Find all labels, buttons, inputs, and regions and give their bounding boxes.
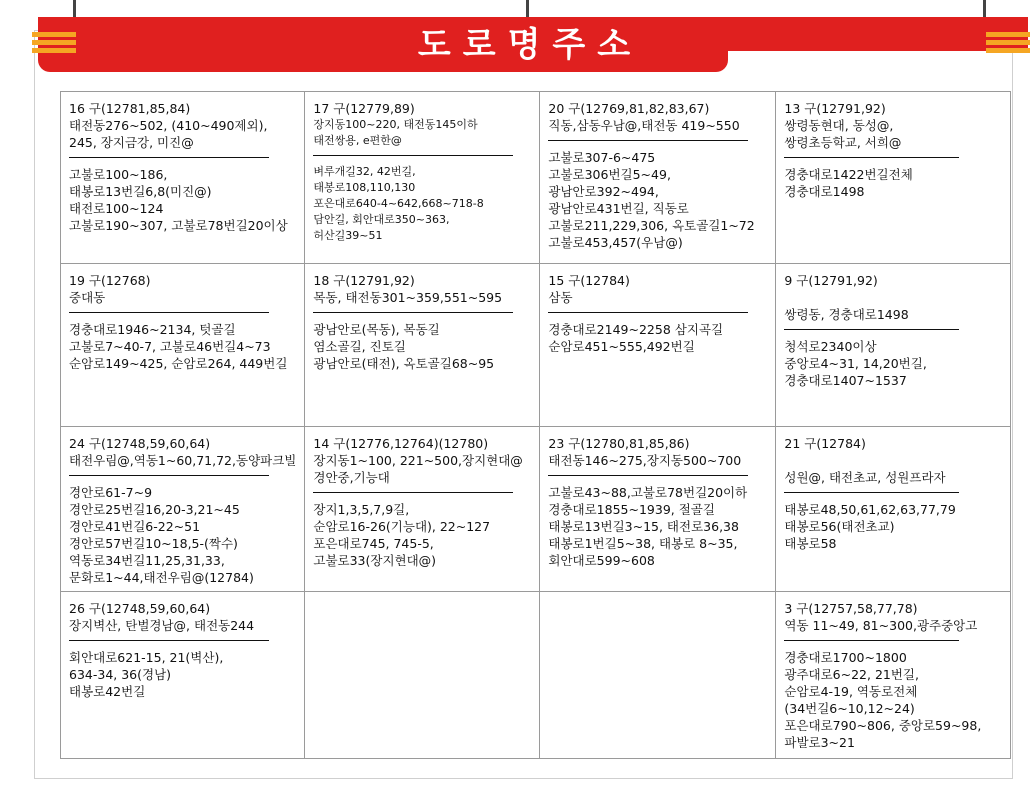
pin (983, 0, 986, 18)
road-address-line: 태봉로58 (784, 536, 837, 551)
road-address-line: 광남안로392~494, (548, 184, 659, 199)
road-address-line: 경충대로1700~1800 (784, 650, 907, 665)
district-area: 장지동100~220, 태전동145이하 (313, 118, 478, 131)
divider (548, 475, 748, 476)
road-address-line: 중앙로4~31, 14,20번길, (784, 356, 927, 371)
district-title: 24 구(12748,59,60,64) (69, 436, 211, 451)
road-address-line: 회안대로599~608 (548, 553, 655, 568)
district-title: 19 구(12768) (69, 273, 151, 288)
address-table (60, 91, 1011, 759)
district-cell (61, 427, 305, 592)
district-area: 성원@, 태전초교, 성원프라자 (784, 470, 946, 485)
pin (73, 0, 76, 18)
district-cell (776, 92, 1011, 264)
district-cell (540, 592, 776, 759)
divider (313, 155, 513, 156)
district-cell (776, 592, 1011, 759)
district-area: 경안중,기능대 (313, 470, 390, 485)
district-title: 18 구(12791,92) (313, 273, 415, 288)
district-area: 삼동 (548, 290, 573, 305)
district-area: 쌍령초등학교, 서희@ (784, 135, 902, 150)
district-cell (776, 427, 1011, 592)
district-area: 목동, 태전동301~359,551~595 (313, 290, 503, 305)
district-cell (305, 427, 540, 592)
district-cell (540, 92, 776, 264)
road-address-line: 경안로61-7~9 (69, 485, 153, 500)
divider (784, 640, 959, 641)
road-address-line: 경충대로1855~1939, 절골길 (548, 502, 715, 517)
road-address-line: 파발로3~21 (784, 735, 855, 750)
road-address-line: 경충대로1946~2134, 텃골길 (69, 322, 236, 337)
road-address-line: 고불로190~307, 고불로78번길20이상 (69, 218, 288, 233)
district-area: 역동 11~49, 81~300,광주중앙고 (784, 618, 978, 633)
title-banner-strip (728, 17, 1028, 51)
road-address-line: 순암로4-19, 역동로전체 (784, 684, 918, 699)
road-address-line: 장지1,3,5,7,9길, (313, 502, 410, 517)
road-address-line: 고불로453,457(우남@) (548, 235, 683, 250)
road-address-line: 포은대로745, 745-5, (313, 536, 434, 551)
road-address-line: (34번길6~10,12~24) (784, 701, 915, 716)
road-address-line: 회안대로621-15, 21(벽산), (69, 650, 224, 665)
road-address-line: 광남안로(목동), 목동길 (313, 322, 440, 337)
road-address-line: 고불로7~40-7, 고불로46번길4~73 (69, 339, 271, 354)
road-address-line: 경충대로1498 (784, 184, 865, 199)
road-address-line: 경안로41번길6-22~51 (69, 519, 201, 534)
road-address-line: 순암로16-26(기능대), 22~127 (313, 519, 491, 534)
district-area (784, 452, 1002, 469)
district-area: 장지동1~100, 221~500,장지현대@ (313, 453, 523, 468)
district-area: 태전쌍용, e편한@ (313, 134, 402, 147)
road-address-line: 순암로451~555,492번길 (548, 339, 695, 354)
district-title: 3 구(12757,58,77,78) (784, 601, 918, 616)
road-address-line: 태봉로13번길3~15, 태전로36,38 (548, 519, 739, 534)
district-title: 13 구(12791,92) (784, 101, 886, 116)
road-address-line: 청석로2340이상 (784, 339, 877, 354)
divider (784, 157, 959, 158)
divider (313, 312, 513, 313)
road-address-line: 경충대로2149~2258 삼지곡길 (548, 322, 724, 337)
road-address-line: 역동로34번길11,25,31,33, (69, 553, 225, 568)
district-cell (540, 264, 776, 427)
road-address-line: 허산길39~51 (313, 229, 383, 242)
district-title: 17 구(12779,89) (313, 101, 415, 116)
road-address-line: 담안길, 회안대로350~363, (313, 213, 450, 226)
road-address-line: 경안로57번길10~18,5-(짝수) (69, 536, 238, 551)
road-address-line: 경충대로1407~1537 (784, 373, 907, 388)
road-address-line: 태봉로56(태전초교) (784, 519, 895, 534)
decorative-stripes-left (32, 32, 76, 54)
district-title: 9 구(12791,92) (784, 273, 878, 288)
road-address-line: 태봉로13번길6,8(미진@) (69, 184, 212, 199)
district-area: 직동,삼동우남@,태전동 419~550 (548, 118, 740, 133)
district-area: 장지벽산, 탄벌경남@, 태전동244 (69, 618, 255, 633)
district-cell (776, 264, 1011, 427)
district-cell (305, 92, 540, 264)
road-address-line: 광남안로(태전), 옥토골길68~95 (313, 356, 495, 371)
road-address-line: 문화로1~44,태전우림@(12784) (69, 570, 254, 585)
divider (69, 640, 269, 641)
district-area: 태전동146~275,장지동500~700 (548, 453, 742, 468)
divider (69, 312, 269, 313)
district-area: 중대동 (69, 290, 106, 305)
district-area: 태전동276~502, (410~490제외), (69, 118, 268, 133)
district-cell (61, 92, 305, 264)
decorative-stripes-right (986, 32, 1030, 54)
district-cell (61, 592, 305, 759)
road-address-line: 경안로25번길16,20-3,21~45 (69, 502, 240, 517)
divider (313, 492, 513, 493)
road-address-line: 태봉로42번길 (69, 684, 146, 699)
district-cell (61, 264, 305, 427)
district-cell (305, 592, 540, 759)
pin (526, 0, 529, 18)
road-address-line: 태전로100~124 (69, 201, 164, 216)
table-row (61, 592, 1011, 759)
road-address-line: 고불로33(장지현대@) (313, 553, 437, 568)
road-address-line: 고불로43~88,고불로78번길20이하 (548, 485, 748, 500)
district-area (784, 289, 1002, 306)
district-title: 20 구(12769,81,82,83,67) (548, 101, 710, 116)
divider (784, 492, 959, 493)
divider (69, 475, 269, 476)
road-address-line: 태봉로1번길5~38, 태봉로 8~35, (548, 536, 738, 551)
district-area: 쌍령동, 경충대로1498 (784, 307, 909, 322)
road-address-line: 고불로306번길5~49, (548, 167, 671, 182)
district-area: 태전우림@,역동1~60,71,72,동양파크빌 (69, 453, 297, 468)
district-area: 쌍령동현대, 동성@, (784, 118, 894, 133)
road-address-line: 고불로211,229,306, 옥토골길1~72 (548, 218, 755, 233)
district-cell (305, 264, 540, 427)
road-address-line: 고불로307-6~475 (548, 150, 656, 165)
road-address-line: 벼루개길32, 42번길, (313, 165, 416, 178)
district-title: 21 구(12784) (784, 436, 866, 451)
table-row (61, 92, 1011, 264)
district-cell (540, 427, 776, 592)
road-address-line: 태봉로48,50,61,62,63,77,79 (784, 502, 956, 517)
district-title: 16 구(12781,85,84) (69, 101, 191, 116)
table-row (61, 427, 1011, 592)
district-title: 15 구(12784) (548, 273, 630, 288)
road-address-line: 고불로100~186, (69, 167, 168, 182)
road-address-line: 광남안로431번길, 직동로 (548, 201, 689, 216)
divider (548, 312, 748, 313)
road-address-line: 포은대로790~806, 중앙로59~98, (784, 718, 982, 733)
road-address-line: 634-34, 36(경남) (69, 667, 172, 682)
divider (69, 157, 269, 158)
road-address-line: 경충대로1422번길전체 (784, 167, 913, 182)
road-address-line: 태봉로108,110,130 (313, 181, 416, 194)
page-title: 도로명주소 (417, 25, 643, 65)
divider (784, 329, 959, 330)
road-address-line: 광주대로6~22, 21번길, (784, 667, 919, 682)
road-address-line: 포은대로640-4~642,668~718-8 (313, 197, 484, 210)
district-area: 245, 장지금강, 미진@ (69, 135, 194, 150)
district-title: 26 구(12748,59,60,64) (69, 601, 211, 616)
district-title: 23 구(12780,81,85,86) (548, 436, 690, 451)
divider (548, 140, 748, 141)
road-address-line: 염소골길, 진토길 (313, 339, 406, 354)
table-row (61, 264, 1011, 427)
district-title: 14 구(12776,12764)(12780) (313, 436, 489, 451)
road-address-line: 순암로149~425, 순암로264, 449번길 (69, 356, 288, 371)
